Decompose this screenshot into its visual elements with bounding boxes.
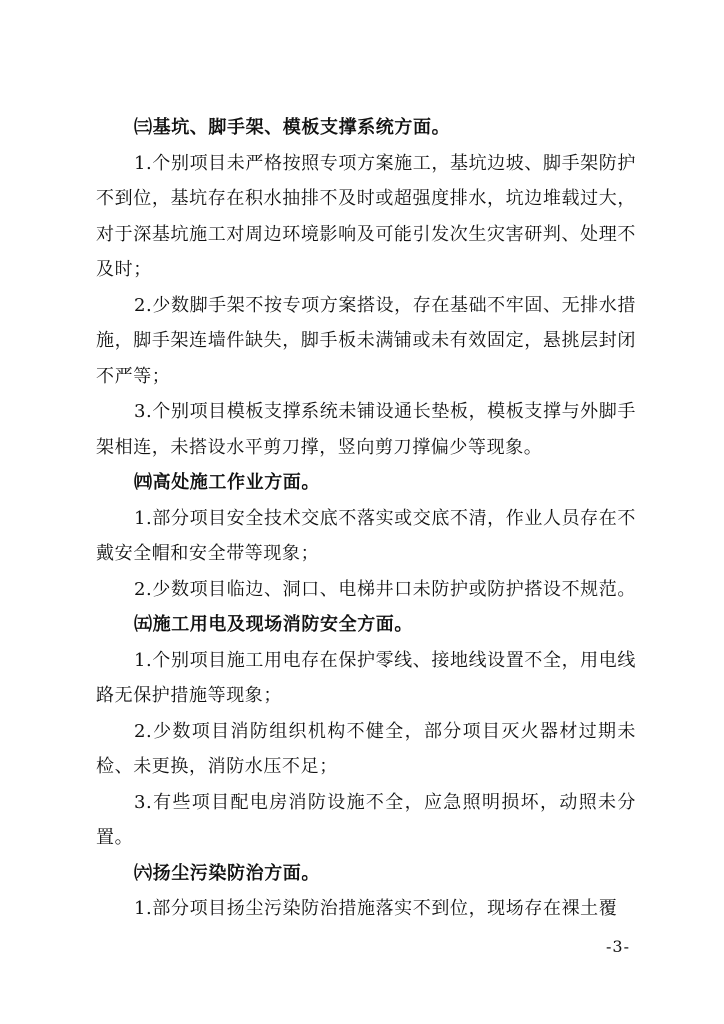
paragraph: 3.个别项目模板支撑系统未铺设通长垫板，模板支撑与外脚手架相连，未搭设水平剪刀撑，竖向剪刀撑偏少等现象。: [96, 401, 636, 458]
paragraph: 2.少数脚手架不按专项方案搭设，存在基础不牢固、无排水措施，脚手架连墙件缺失，脚手板未满铺或未有效固定，悬挑层封闭不严等；: [96, 294, 636, 387]
page-number: -3-: [606, 937, 630, 956]
paragraph: 2.少数项目临边、洞口、电梯井口未防护或防护搭设不规范。: [134, 578, 636, 600]
paragraph: 1.个别项目未严格按照专项方案施工，基坑边坡、脚手架防护不到位，基坑存在积水抽排不及时或超强度排水，坑边堆载过大，对于深基坑施工对周边环境影响及可能引发次生灾害研判、处理不及时；: [96, 152, 636, 280]
paragraph: 1.个别项目施工用电存在保护零线、接地线设置不全，用电线路无保护措施等现象；: [96, 649, 636, 706]
section-heading-6: ㈥扬尘污染防治方面。: [134, 862, 320, 884]
document-body: [96, 110, 636, 927]
section-heading-5: ㈤施工用电及现场消防安全方面。: [134, 614, 413, 635]
paragraph: 1.部分项目扬尘污染防治措施落实不到位，现场存在裸土覆: [134, 898, 618, 919]
paragraph: 2.少数项目消防组织机构不健全，部分项目灭火器材过期未检、未更换，消防水压不足；: [96, 720, 636, 777]
paragraph: 3.有些项目配电房消防设施不全，应急照明损坏，动照未分置。: [96, 791, 636, 848]
section-heading-4: ㈣高处施工作业方面。: [134, 472, 320, 493]
section-heading-3: ㈢基坑、脚手架、模板支撑系统方面。: [134, 117, 451, 138]
paragraph: 1.部分项目安全技术交底不落实或交底不清，作业人员存在不戴安全帽和安全带等现象；: [96, 507, 636, 564]
